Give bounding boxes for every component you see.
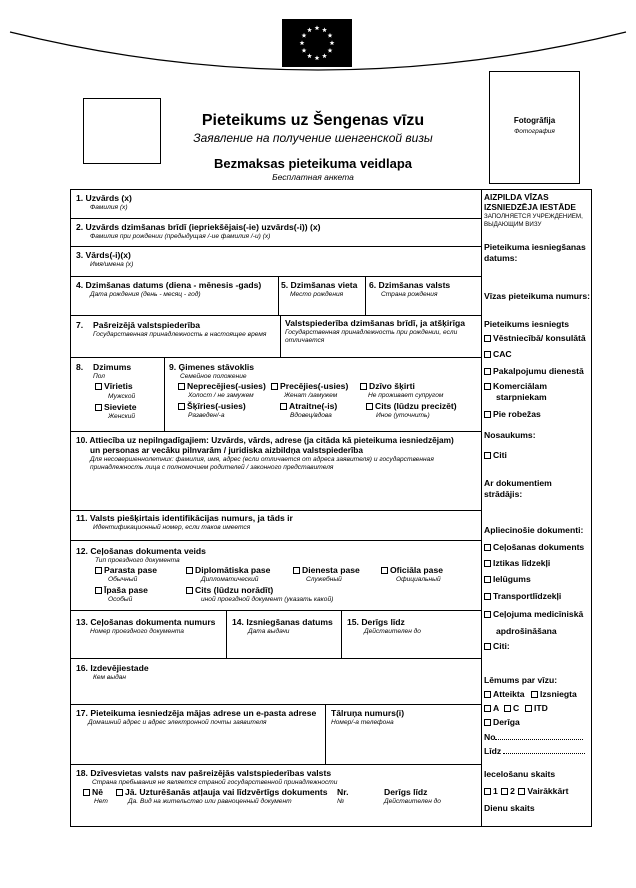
residence-yes-sub: Да. Вид на жительство или равноценный документ bbox=[128, 798, 292, 805]
sex-female-option[interactable] bbox=[95, 402, 137, 412]
left-box bbox=[83, 98, 161, 164]
field-7-num: 7. bbox=[76, 320, 84, 330]
checkbox-icon bbox=[484, 351, 491, 358]
doc-ordinary-sub: Обычный bbox=[108, 576, 138, 583]
marital-divorced-option[interactable] bbox=[178, 401, 246, 411]
star-icon bbox=[322, 27, 327, 32]
entries-2-label: 2 bbox=[510, 786, 515, 796]
checkbox-icon bbox=[484, 368, 491, 375]
star-icon bbox=[330, 40, 335, 45]
checkbox-icon bbox=[501, 788, 508, 795]
field-8-sub: Пол bbox=[93, 373, 106, 380]
field-1-label: 1. Uzvārds (x) bbox=[76, 193, 132, 203]
field-7b-sub: Государственная принадлежность при рождении, если отличается bbox=[285, 329, 458, 344]
handled-by-label: Ar dokumentiem strādājis: bbox=[484, 478, 552, 499]
doc-other-side-label: Citi: bbox=[493, 641, 510, 651]
field-17b-label: Tālruņa numurs(i) bbox=[331, 708, 405, 718]
checkbox-icon bbox=[484, 411, 491, 418]
doc-insurance-option[interactable] bbox=[484, 606, 590, 640]
checkbox-icon bbox=[116, 789, 123, 796]
doc-invitation-label: Ielūgums bbox=[493, 574, 531, 584]
checkbox-icon bbox=[484, 452, 491, 459]
submitted-cac-label: CAC bbox=[493, 349, 512, 359]
doc-special-option[interactable] bbox=[95, 585, 148, 595]
submitted-embassy-label: Vēstniecībā/ konsulātā bbox=[493, 333, 586, 343]
doc-other-side-option[interactable] bbox=[484, 641, 510, 652]
checkbox-icon bbox=[366, 403, 373, 410]
doc-service-sub: Служебный bbox=[306, 576, 342, 583]
doc-means-option[interactable] bbox=[484, 558, 550, 569]
page-title-ru: Заявление на получение шенгенской визы bbox=[193, 131, 433, 145]
residence-yes-label: Jā. Uzturēšanās atļauja vai līdzvērtīgs dokuments bbox=[125, 787, 328, 797]
field-12-label: 12. Ceļošanas dokumenta veids bbox=[76, 546, 206, 556]
marital-separated-option[interactable] bbox=[360, 381, 415, 391]
photo-label-ru: Фотография bbox=[514, 128, 555, 135]
field-11-label: 11. Valsts piešķirtais identifikācijas numurs, ja tāds ir bbox=[76, 513, 293, 523]
checkbox-icon bbox=[484, 335, 491, 342]
marital-married-option[interactable] bbox=[271, 381, 348, 391]
field-3-sub: Имя/имена (x) bbox=[90, 261, 134, 268]
field-4-label: 4. Dzimšanas datums (diena - mēnesis -gads) bbox=[76, 280, 262, 290]
field-18-label: 18. Dzīvesvietas valsts nav pašreizējās valstspiederības valsts bbox=[76, 768, 332, 778]
entries-multiple-label: Vairākkārt bbox=[527, 786, 569, 796]
field-2-label: 2. Uzvārds dzimšanas brīdī (iepriekšējais(-ie) uzvārds(-i)) (x) bbox=[76, 222, 321, 232]
field-5-sub: Место рождения bbox=[290, 291, 344, 298]
checkbox-icon bbox=[83, 789, 90, 796]
checkbox-icon bbox=[518, 788, 525, 795]
field-1-sub: Фамилия (x) bbox=[90, 204, 128, 211]
sex-male-option[interactable] bbox=[95, 381, 133, 391]
marital-single-sub: Холост / не замужем bbox=[188, 392, 254, 399]
field-17b-sub: Номер/-а телефона bbox=[331, 719, 394, 726]
star-icon bbox=[315, 25, 320, 30]
residence-valid-label: Derīgs līdz bbox=[384, 787, 428, 797]
sidebar-title: AIZPILDA VĪZAS IZSNIEDZĒJA IESTĀDE bbox=[484, 192, 576, 212]
doc-transport-option[interactable] bbox=[484, 591, 561, 602]
marital-other-option[interactable] bbox=[366, 401, 457, 411]
residence-yes-option[interactable] bbox=[116, 787, 328, 797]
entries-2-option[interactable] bbox=[501, 786, 515, 796]
submitted-border-label: Pie robežas bbox=[493, 409, 541, 419]
submitted-commercial-option[interactable] bbox=[484, 381, 584, 402]
checkbox-icon bbox=[531, 691, 538, 698]
sex-male-sub: Мужской bbox=[108, 393, 136, 400]
application-number-label: Vīzas pieteikuma numurs: bbox=[484, 291, 591, 301]
marital-widowed-label: Atraitne(-is) bbox=[289, 401, 338, 411]
field-8-num: 8. bbox=[76, 362, 84, 372]
first-name-input[interactable] bbox=[180, 249, 478, 274]
submitted-service-label: Pakalpojumu dienestā bbox=[493, 366, 584, 376]
checkbox-icon bbox=[484, 691, 491, 698]
doc-other-label: Cits (lūdzu norādīt) bbox=[195, 585, 274, 595]
checkbox-icon bbox=[186, 567, 193, 574]
doc-diplomatic-option[interactable] bbox=[186, 565, 270, 575]
checkbox-icon bbox=[484, 560, 491, 567]
doc-other-option[interactable] bbox=[186, 585, 273, 595]
field-6-sub: Страна рождения bbox=[381, 291, 438, 298]
field-16-sub: Кем выдан bbox=[93, 674, 127, 681]
valid-to-text: Līdz bbox=[484, 746, 502, 756]
marital-married-sub: Женат /замужем bbox=[284, 392, 338, 399]
field-5-label: 5. Dzimšanas vieta bbox=[281, 280, 358, 290]
decision-refused-label: Atteikta bbox=[493, 689, 525, 699]
doc-service-label: Dienesta pase bbox=[302, 565, 360, 575]
valid-from-label bbox=[484, 732, 583, 743]
field-7-label: Pašreizējā valstspiederība bbox=[93, 320, 201, 330]
residence-nr-label: Nr. bbox=[337, 787, 349, 797]
field-10-label-2: un personas ar vecāku pilnvarām / juridiska aizbildņa valstspiederība bbox=[90, 445, 363, 455]
checkbox-icon bbox=[484, 544, 491, 551]
decision-a-option[interactable] bbox=[484, 703, 499, 714]
checkbox-icon bbox=[186, 587, 193, 594]
decision-itd-label: ITD bbox=[534, 703, 548, 713]
decision-valid-option[interactable] bbox=[484, 717, 520, 728]
marital-other-label: Cits (lūdzu precizēt) bbox=[375, 401, 457, 411]
field-6-label: 6. Dzimšanas valsts bbox=[369, 280, 451, 290]
doc-ordinary-label: Parasta pase bbox=[104, 565, 158, 575]
valid-from-text: No bbox=[484, 732, 496, 742]
star-icon bbox=[307, 27, 312, 32]
checkbox-icon bbox=[484, 643, 491, 650]
marital-widowed-option[interactable] bbox=[280, 401, 337, 411]
supporting-docs-label: Apliecinošie dokumenti: bbox=[484, 525, 584, 535]
doc-transport-label: Transportlīdzekļi bbox=[493, 591, 562, 601]
marital-married-label: Precējies(-usies) bbox=[280, 381, 349, 391]
marital-widowed-sub: Вдовец/вдова bbox=[290, 412, 332, 419]
star-icon bbox=[328, 33, 333, 38]
marital-separated-sub: Не проживает супругом bbox=[368, 392, 444, 399]
checkbox-icon bbox=[484, 705, 491, 712]
field-15-sub: Действителен до bbox=[364, 628, 421, 635]
checkbox-icon bbox=[525, 705, 532, 712]
field-18-sub: Страна пребывания не является страной государственной принадлежности bbox=[92, 779, 338, 786]
photo-label: Fotogrāfija bbox=[513, 116, 556, 125]
residence-nr-sub: № bbox=[337, 798, 345, 805]
valid-to-input[interactable] bbox=[503, 753, 585, 754]
page-title: Pieteikums uz Šengenas vīzu bbox=[201, 112, 425, 129]
page-subtitle: Bezmaksas pieteikuma veidlapa bbox=[214, 156, 412, 171]
submitted-label: Pieteikums iesniegts bbox=[484, 319, 570, 329]
field-10-label: 10. Attiecība uz nepilngadīgajiem: Uzvārds, vārds, adrese (ja citāda kā pieteikuma iesniedzējam) bbox=[76, 435, 454, 445]
doc-official-option[interactable] bbox=[381, 565, 443, 575]
eu-stars-icon bbox=[282, 19, 352, 67]
doc-invitation-option[interactable] bbox=[484, 574, 531, 585]
submitted-service-option[interactable] bbox=[484, 366, 584, 377]
doc-means-label: Iztikas līdzekļi bbox=[493, 558, 551, 568]
field-9-sub: Семейное положение bbox=[180, 373, 247, 380]
doc-official-sub: Официальный bbox=[396, 576, 441, 583]
decision-c-label: C bbox=[513, 703, 520, 713]
field-15-label: 15. Derīgs līdz bbox=[347, 617, 405, 627]
submitted-border-option[interactable] bbox=[484, 409, 541, 420]
field-12-sub: Тип проездного документа bbox=[95, 557, 180, 564]
marital-divorced-sub: Разведен/-а bbox=[188, 412, 225, 419]
doc-other-sub: иной проездной документ (указать какой) bbox=[201, 596, 334, 603]
star-icon bbox=[322, 53, 327, 58]
submission-date-label: Pieteikuma iesniegšanas datums: bbox=[484, 242, 586, 263]
sex-male-label: Vīrietis bbox=[104, 381, 133, 391]
doc-diplomatic-label: Diplomātiska pase bbox=[195, 565, 271, 575]
star-icon bbox=[300, 40, 305, 45]
entries-multiple-option[interactable] bbox=[518, 786, 568, 796]
entries-label: Iecelošanu skaits bbox=[484, 769, 556, 779]
sex-female-sub: Женский bbox=[108, 413, 136, 420]
field-14-label: 14. Izsniegšanas datums bbox=[232, 617, 333, 627]
decision-c-option[interactable] bbox=[504, 703, 519, 714]
decision-label: Lēmums par vīzu: bbox=[484, 675, 558, 685]
checkbox-icon bbox=[484, 576, 491, 583]
checkbox-icon bbox=[293, 567, 300, 574]
field-4-sub: Дата рождения (день - месяц - год) bbox=[90, 291, 201, 298]
days-label: Dienu skaits bbox=[484, 803, 535, 813]
star-icon bbox=[302, 48, 307, 53]
official-use-sidebar bbox=[484, 192, 590, 229]
checkbox-icon bbox=[504, 705, 511, 712]
doc-ordinary-option[interactable] bbox=[95, 565, 157, 575]
decision-valid-label: Derīga bbox=[493, 717, 520, 727]
decision-a-label: A bbox=[493, 703, 500, 713]
entries-1-label: 1 bbox=[493, 786, 498, 796]
field-2-sub: Фамилия при рождении (предыдущая /-ие фамилия /-и) (x) bbox=[90, 233, 271, 240]
checkbox-icon bbox=[271, 383, 278, 390]
marital-other-sub: Иное (уточнить) bbox=[376, 412, 430, 419]
name-label: Nosaukums: bbox=[484, 430, 536, 440]
sex-female-label: Sieviete bbox=[104, 402, 137, 412]
checkbox-icon bbox=[484, 383, 491, 390]
star-icon bbox=[315, 55, 320, 60]
star-icon bbox=[307, 53, 312, 58]
page-subtitle-ru: Бесплатная анкета bbox=[272, 172, 354, 182]
sidebar-title-ru: ЗАПОЛНЯЕТСЯ УЧРЕЖДЕНИЕМ, ВЫДАЮЩИМ ВИЗУ bbox=[484, 213, 583, 228]
checkbox-icon bbox=[484, 788, 491, 795]
field-3-label: 3. Vārds(-i)(x) bbox=[76, 250, 131, 260]
submitted-embassy-option[interactable] bbox=[484, 333, 586, 344]
doc-travel-label: Ceļošanas dokuments bbox=[493, 542, 585, 552]
checkbox-icon bbox=[280, 403, 287, 410]
doc-travel-option[interactable] bbox=[484, 542, 584, 553]
decision-issued-label: Izsniegta bbox=[540, 689, 577, 699]
checkbox-icon bbox=[484, 593, 491, 600]
submitted-cac-option[interactable] bbox=[484, 349, 512, 360]
valid-to-label bbox=[484, 746, 585, 757]
decision-itd-option[interactable] bbox=[525, 703, 548, 714]
marital-divorced-label: Šķīries(-usies) bbox=[187, 401, 246, 411]
field-13-label: 13. Ceļošanas dokumenta numurs bbox=[76, 617, 216, 627]
marital-single-option[interactable] bbox=[178, 381, 266, 391]
field-13-sub: Номер проездного документа bbox=[90, 628, 184, 635]
field-14-sub: Дата выдачи bbox=[248, 628, 290, 635]
doc-service-option[interactable] bbox=[293, 565, 360, 575]
field-8-label: Dzimums bbox=[93, 362, 132, 372]
other-option[interactable] bbox=[484, 450, 507, 461]
residence-no-label: Nē bbox=[92, 787, 103, 797]
surname-input[interactable] bbox=[180, 192, 478, 216]
field-16-label: 16. Izdevējiestade bbox=[76, 663, 149, 673]
doc-official-label: Oficiāla pase bbox=[390, 565, 444, 575]
valid-from-input[interactable] bbox=[495, 739, 583, 740]
residence-no-option[interactable] bbox=[83, 787, 103, 797]
field-7b-label: Valstspiederība dzimšanas brīdī, ja atšķirīga bbox=[285, 318, 466, 328]
decision-issued-option[interactable] bbox=[531, 689, 577, 700]
star-icon bbox=[328, 48, 333, 53]
photo-box bbox=[489, 71, 580, 184]
checkbox-icon bbox=[178, 403, 185, 410]
checkbox-icon bbox=[360, 383, 367, 390]
submitted-commercial-label: Komerciālam starpniekam bbox=[493, 381, 547, 402]
entries-options bbox=[484, 786, 568, 797]
checkbox-icon bbox=[484, 611, 491, 618]
marital-separated-label: Dzīvo šķirti bbox=[369, 381, 415, 391]
doc-special-label: Īpaša pase bbox=[104, 585, 148, 595]
field-7-sub: Государственная принадлежность в настоящее время bbox=[93, 331, 267, 338]
field-10-sub: Для несовершеннолетних: фамилия, имя, адрес (если отличается от адреса заявителя) и государственная принадлежность лица с полномочием родителей / законного представителя bbox=[90, 456, 434, 471]
entries-1-option[interactable] bbox=[484, 786, 498, 796]
field-9-label: 9. Ģimenes stāvoklis bbox=[169, 362, 255, 372]
doc-insurance-label: Ceļojuma medicīniskā apdrošināšana bbox=[493, 609, 584, 636]
residence-valid-sub: Действителен до bbox=[384, 798, 441, 805]
field-17-label: 17. Pieteikuma iesniedzēja mājas adrese un e-pasta adrese bbox=[76, 708, 317, 718]
star-icon bbox=[302, 33, 307, 38]
doc-special-sub: Особый bbox=[108, 596, 133, 603]
checkbox-icon bbox=[95, 404, 102, 411]
checkbox-icon bbox=[95, 567, 102, 574]
field-17-sub: Домашний адрес и адрес электронной почты заявителя bbox=[88, 719, 267, 726]
checkbox-icon bbox=[484, 719, 491, 726]
marital-single-label: Neprecējies(-usies) bbox=[187, 381, 266, 391]
field-11-sub: Идентификационный номер, если таков имеется bbox=[93, 524, 251, 531]
checkbox-icon bbox=[381, 567, 388, 574]
decision-refused-option[interactable] bbox=[484, 689, 525, 700]
doc-diplomatic-sub: Дипломатический bbox=[201, 576, 259, 583]
checkbox-icon bbox=[95, 383, 102, 390]
checkbox-icon bbox=[95, 587, 102, 594]
residence-no-sub: Нет bbox=[94, 798, 108, 805]
eu-flag bbox=[282, 19, 352, 67]
checkbox-icon bbox=[178, 383, 185, 390]
other-label: Citi bbox=[493, 450, 507, 460]
